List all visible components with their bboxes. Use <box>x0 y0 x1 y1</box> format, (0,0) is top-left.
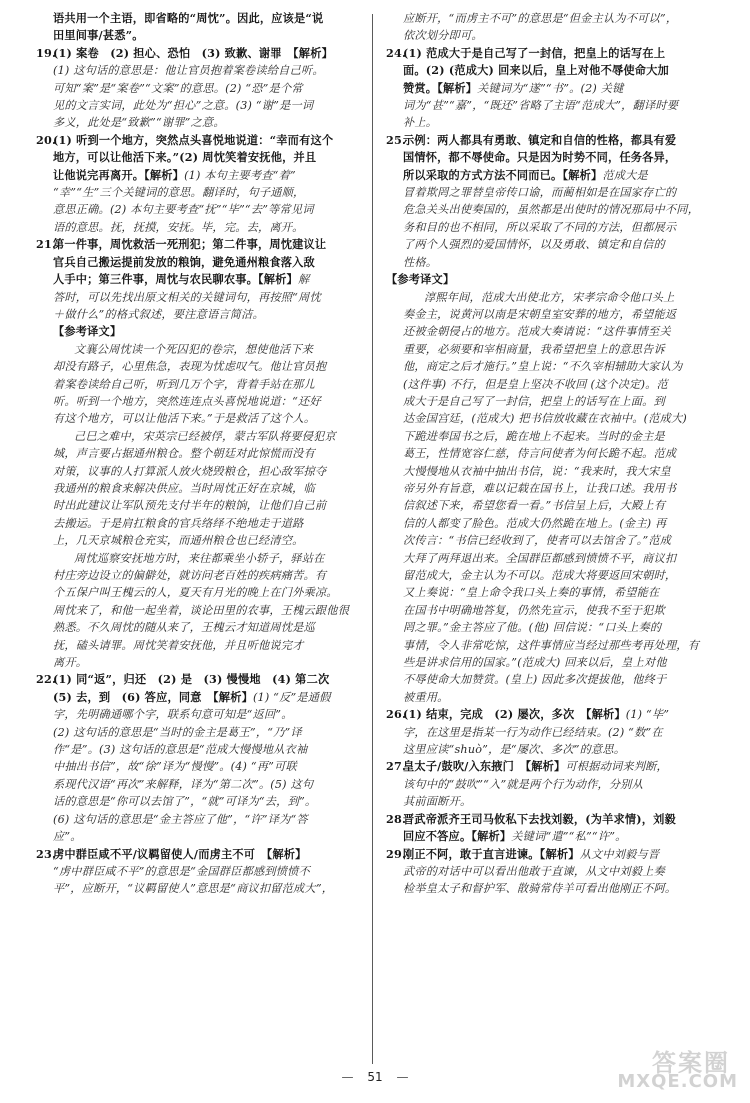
line-text: 听。听到一个地方，突然连连点头喜悦地说道：“还好 <box>53 394 321 408</box>
line-text: (1) 案卷 (2) 担心、恐怕 (3) 致歉、谢罪 <box>53 45 294 60</box>
line-text: 刚正不阿，敢于直言进谏。 <box>403 846 540 861</box>
explanation-line <box>36 97 358 114</box>
translation-line <box>386 515 716 532</box>
line-text: 个五保户叫王槐云的人，夏天有月光的晚上在门外乘凉。 <box>53 586 338 600</box>
answer-line <box>36 254 358 271</box>
answer-line <box>386 45 716 62</box>
explanation-line <box>36 828 358 845</box>
line-text: 多义，此处是“致歉”“谢罪”之意。 <box>53 116 225 130</box>
question-number: 24. <box>386 45 407 60</box>
explanation-line <box>36 776 358 793</box>
translation-line <box>386 671 716 688</box>
explanation-line <box>36 306 358 323</box>
watermark-logo <box>588 1043 738 1093</box>
line-text: 又上奏说：“皇上命令我口头上奏的事情，希望能在 <box>403 586 660 600</box>
page-number: 51 <box>367 1070 383 1084</box>
line-text: 回应不答应。 <box>403 829 472 844</box>
line-text: 达金国宫廷，(范成大) 把书信放收藏在衣袖中。(范成大) <box>403 412 687 426</box>
line-text: (1) 范成大于是自己写了一封信，把皇上的话写在上 <box>403 45 666 60</box>
answer-line <box>386 62 716 79</box>
line-text: “虏中群臣咸不平”的意思是“金国群臣都感到愤愤不 <box>53 864 310 878</box>
answer-line <box>386 811 716 828</box>
translation-line <box>386 550 716 567</box>
translation-line <box>386 445 716 462</box>
translation-line <box>36 567 358 584</box>
line-text: 赞赏。 <box>403 80 438 95</box>
line-text: 城，声言要占据通州粮仓。整个朝廷对此惊慌而没有 <box>53 447 315 461</box>
line-text: 性格。 <box>403 255 438 269</box>
explanation-line <box>386 776 716 793</box>
explanation-line <box>36 114 358 131</box>
analysis-tag: 【解析】 <box>471 829 512 844</box>
line-text: 字，在这里是指某一行为动作已经结束。(2) “数”在 <box>403 725 663 739</box>
translation-line <box>386 289 716 306</box>
answer-line <box>36 689 358 706</box>
line-text: 皇太子/鼓吹/入东掖门 <box>403 759 526 774</box>
line-text: 语共用一个主语，即省略的“周忱”。因此，应该是“说 <box>53 11 324 25</box>
question-number: 25. <box>386 132 407 147</box>
line-text: 武帝的对话中可以看出他敢于直谏，从文中刘毅上奏 <box>403 864 665 878</box>
line-text: 平”，应断开，“议羁留使人”意思是“商议扣留范成大”， <box>53 882 334 896</box>
line-text: 信叙述下来，希望您看一看。”书信呈上后，大殿上有 <box>403 499 666 513</box>
translation-line <box>386 306 716 323</box>
explanation-line <box>386 880 716 897</box>
explanation-line <box>36 80 358 97</box>
analysis-text: (1) 本句主要考查“着” <box>184 168 296 182</box>
line-text: 应断开，“而虏主不可”的意思是“但金主认为不可以”， <box>403 12 678 25</box>
line-text: 时出此建议让军队预先支付半年的粮饷，让他们自己前 <box>53 499 327 513</box>
explanation-line <box>386 793 716 810</box>
answer-line <box>386 80 716 97</box>
line-text: 去搬运。于是肩扛粮食的官兵络绎不绝地走于道路 <box>53 516 304 530</box>
analysis-tag: 【解析】 <box>539 846 580 861</box>
line-text: “幸”“生”三个关键词的意思。翻译时，句子通顺， <box>53 186 305 200</box>
line-text: 第一件事，周忱救活一死刑犯；第二件事，周忱建议让 <box>53 237 327 252</box>
line-text: (1) 听到一个地方，突然点头喜悦地说道：“幸而有这个 <box>53 132 334 147</box>
line-text: 晋武帝派齐王司马攸私下去找刘毅，(为羊求情)，刘毅 <box>403 811 676 826</box>
line-text: 大慢慢地从衣袖中抽出书信，说：“我来时，我大宋皇 <box>403 464 671 478</box>
explanation-line <box>36 811 358 828</box>
translation-line <box>36 584 358 601</box>
right-column <box>386 10 716 898</box>
question-number: 27. <box>386 759 407 774</box>
left-column <box>36 10 358 898</box>
line-text: 语的意思。抚，抚摸，安抚。毕，完。去，离开。 <box>53 220 304 234</box>
analysis-tag: 【解析】 <box>257 272 298 287</box>
line-text: (6) 这句话的意思是“金主答应了他”，“许”译为“答 <box>53 812 308 826</box>
explanation-line <box>36 863 358 880</box>
analysis-tag: 【解析】 <box>525 759 566 774</box>
line-text: 熟悉。不久周忱的随从来了，王槐云才知道周忱是巡 <box>53 621 315 635</box>
analysis-text: 关键词“遣”“私”“许”。 <box>511 830 627 844</box>
line-text: 些是讲求信用的国家。”(范成大) 回来以后，皇上对他 <box>403 656 667 670</box>
line-text: 意思正确。(2) 本句主要考查“抚”“毕”“去”等常见词 <box>53 203 314 217</box>
explanation-line <box>386 741 716 758</box>
translation-line <box>386 532 716 549</box>
answer-line <box>36 271 358 288</box>
translation-line <box>36 445 358 462</box>
analysis-tag: 【解析】 <box>266 846 307 861</box>
line-text: 地方，可以让他活下来。”(2) 周忱笑着安抚他，并且 <box>53 150 317 165</box>
answer-line <box>36 846 358 863</box>
explanation-line <box>36 62 358 79</box>
answer-line <box>386 828 716 845</box>
line-text: 依次划分即可。 <box>403 29 483 43</box>
line-text: (1) 结束，完成 (2) 屡次，多次 <box>403 707 586 722</box>
analysis-text: 解 <box>297 273 310 287</box>
answer-line <box>36 671 358 688</box>
line-text: 抚，磕头请罪。周忱笑着安抚他，并且听他说完才 <box>53 638 304 652</box>
answer-line <box>36 236 358 253</box>
explanation-line <box>386 201 716 218</box>
line-text: 大拜了两拜退出来。全国群臣都感到愤愤不平，商议扣 <box>403 551 677 565</box>
translation-line <box>36 463 358 480</box>
line-text: 冒着欺罔之罪替皇帝传口谕，而蔺相如是在国家存亡的 <box>403 186 677 200</box>
watermark-text-bottom: MXQE.COM <box>617 1071 738 1092</box>
translation-line <box>36 637 358 654</box>
line-text: 在国书中明确地答复，仍然先宣示，使我不至于犯欺 <box>403 603 665 617</box>
line-text: 面。(2) (范成大) 回来以后，皇上对他不辱使命大加 <box>403 63 669 78</box>
line-text: 着案卷读给自己听，听到几万个字，背着手站在那儿 <box>53 377 315 391</box>
line-text: 示例：两人都具有勇敢、镇定和自信的性格，都具有爱 <box>403 132 677 147</box>
translation-line <box>36 393 358 410</box>
line-text: 信的人都变了脸色。范成大仍然跪在地上。(金主) 再 <box>403 516 667 530</box>
explanation-line <box>36 184 358 201</box>
line-text: 己巳之难中，宋英宗已经被俘，蒙古军队将要侵犯京 <box>74 429 336 443</box>
footer-dash-left: — <box>341 1070 354 1084</box>
explanation-line <box>386 724 716 741</box>
analysis-text: 可根据动词来判断， <box>565 760 668 774</box>
line-text: 田里间事/甚悉”。 <box>53 28 144 43</box>
line-text: 上，几天京城粮仓充实，而通州粮仓也已经清空。 <box>53 534 304 548</box>
line-text: 作“是”。(3) 这句话的意思是“范成大慢慢地从衣袖 <box>53 743 308 757</box>
translation-line <box>386 497 716 514</box>
line-text: 留范成大，金主认为不可以。范成大将要返回宋朝时， <box>403 569 677 582</box>
translation-line <box>36 532 358 549</box>
translation-line <box>386 602 716 619</box>
line-text: 让他说完再离开。 <box>53 167 145 182</box>
answer-line <box>36 132 358 149</box>
translation-line <box>386 619 716 636</box>
answer-line <box>386 846 716 863</box>
answer-line <box>36 45 358 62</box>
line-text: 话的意思是“你可以去馆了”，“就”可译为“去，到”。 <box>53 795 317 809</box>
explanation-line <box>36 706 358 723</box>
question-number: 26. <box>386 707 407 722</box>
line-text: 重要，必须要和宰相商量，我希望把皇上的意思告诉 <box>403 342 665 356</box>
line-text: 该句中的“鼓吹”“入”就是两个行为动作，分别从 <box>403 777 644 791</box>
analysis-text: 从文中刘毅与晋 <box>579 847 660 861</box>
line-text: 被重用。 <box>403 690 449 704</box>
line-text: 了两个人强烈的爱国情怀，以及勇敢、镇定和自信的 <box>403 238 665 252</box>
line-text: 中抽出书信”，故“徐”译为“慢慢”。(4) “再”可联 <box>53 760 297 774</box>
line-text: 【参考译文】 <box>386 272 455 287</box>
translation-line <box>36 619 358 636</box>
line-text: 文襄公周忱读一个死囚犯的卷宗，想使他活下来 <box>74 342 314 356</box>
line-text: 周忱巡察安抚地方时，来往都乘坐小轿子，驿站在 <box>74 551 325 565</box>
line-text: 奏金主，说黄河以南是宋朝皇室安葬的地方，希望能返 <box>403 307 677 321</box>
explanation-line <box>386 97 716 114</box>
line-text: 应”。 <box>53 830 82 844</box>
explanation-line <box>36 289 358 306</box>
explanation-line <box>386 863 716 880</box>
question-number: 29. <box>386 846 407 861</box>
translation-line <box>386 480 716 497</box>
answer-line <box>36 10 358 27</box>
translation-line <box>386 689 716 706</box>
analysis-text: 关键词为“遂”“书”。(2) 关键 <box>477 81 624 95</box>
footer-dash-right: — <box>396 1070 409 1084</box>
line-text: 补上。 <box>403 116 438 130</box>
translation-line <box>386 654 716 671</box>
section-heading <box>386 271 716 288</box>
translation-line <box>386 393 716 410</box>
translation-line <box>386 358 716 375</box>
translation-line <box>386 410 716 427</box>
question-number: 28. <box>386 811 407 826</box>
answer-line <box>36 27 358 44</box>
explanation-line <box>36 201 358 218</box>
line-text: 成大于是自己写了一封信，把皇上的话写在上面。到 <box>403 394 665 408</box>
question-number: 19. <box>36 45 57 60</box>
answer-line <box>386 758 716 775</box>
answer-line <box>36 167 358 184</box>
translation-line <box>386 428 716 445</box>
line-text: 村庄旁边设立的偏僻处，就访问老百姓的疾病痛苦。有 <box>53 569 327 582</box>
analysis-tag: 【解析】 <box>213 689 253 704</box>
translation-line <box>386 341 716 358</box>
analysis-tag: 【解析】 <box>437 80 478 95</box>
explanation-line <box>386 184 716 201</box>
translation-line <box>386 376 716 393</box>
line-text: 虏中群臣咸不平/议羁留使人/而虏主不可 <box>53 846 267 861</box>
question-number: 21. <box>36 237 57 252</box>
translation-line <box>386 637 716 654</box>
line-text: (这件事) 不行，但是皇上坚决不收回 (这个决定)。范 <box>403 377 668 391</box>
translation-line <box>36 602 358 619</box>
line-text: 见的文言实词，此处为“担心”之意。(3) “谢”是一词 <box>53 99 314 113</box>
line-text: 周忱来了，和他一起坐着，谈论田里的农事，王槐云跟他很 <box>53 603 350 617</box>
translation-line <box>36 358 358 375</box>
line-text: 国情怀，都不辱使命。只是因为时势不同，任务各异， <box>403 150 677 165</box>
line-text: 次传言：“书信已经收到了，使者可以去馆舍了。”范成 <box>403 534 672 548</box>
explanation-line <box>386 254 716 271</box>
line-text: 罔之罪。”金主答应了他。(他) 回信说：“口头上奏的 <box>403 621 662 635</box>
line-text: 不辱使命大加赞赏。(皇上) 因此多次提拔他，他终于 <box>403 673 667 687</box>
line-text: 答时，可以先找出原文相关的关键词句，再按照“周忱 <box>53 290 321 304</box>
translation-line <box>36 654 358 671</box>
explanation-line <box>36 741 358 758</box>
line-text: 我通州的粮食来解决供应。当时周忱正好在京城，临 <box>53 481 315 495</box>
question-number: 20. <box>36 132 57 147</box>
explanation-line <box>36 793 358 810</box>
line-text: 务和目的也不相同，所以采取了不同的方法，但都展示 <box>403 220 677 234</box>
explanation-line <box>36 219 358 236</box>
line-text: 字，先明确通哪个字，联系句意可知是“返回”。 <box>53 708 293 722</box>
translation-line <box>36 515 358 532</box>
line-text: 葛王，性情宽容仁慈，侍言问使者为何长跪不起。范成 <box>403 447 677 461</box>
translation-line <box>36 376 358 393</box>
line-text: (1) 这句话的意思是：他让官员抱着案卷读给自己听。 <box>53 64 324 78</box>
line-text: 官兵自己搬运提前发放的粮饷，避免通州粮食落入敌 <box>53 254 315 269</box>
answer-line <box>386 132 716 149</box>
analysis-text: (1) “反”是通假 <box>252 690 331 704</box>
line-text: 【参考译文】 <box>53 324 122 339</box>
analysis-text: 范成大是 <box>602 168 648 182</box>
translation-line <box>36 480 358 497</box>
line-text: 词为“甚”“嘉”，“既还”省略了主语“范成大”，翻译时要 <box>403 99 679 113</box>
line-text: (2) 这句话的意思是“当时的金主是葛王”，“乃”译 <box>53 725 302 739</box>
translation-line <box>386 567 716 584</box>
answer-line <box>386 706 716 723</box>
explanation-line <box>386 27 716 44</box>
line-text: 其前面断开。 <box>403 795 472 809</box>
analysis-tag: 【解析】 <box>562 167 603 182</box>
question-number: 22. <box>36 672 57 687</box>
line-text: 帝另外有旨意，难以记载在国书上，让我口述。我用书 <box>403 481 677 495</box>
analysis-tag: 【解析】 <box>293 45 333 60</box>
line-text: 对策，议事的人打算派人放火烧毁粮仓，担心敌军掠夺 <box>53 464 327 478</box>
answer-line <box>386 149 716 166</box>
analysis-tag: 【解析】 <box>585 707 626 722</box>
line-text: 事情，令人非常吃惊，这件事情应当经过那些考再处理，有 <box>403 638 700 652</box>
line-text: ＋做什么”的格式叙述，要注意语言简洁。 <box>53 307 264 321</box>
line-text: 危急关头出使奏国的，虽然都是出使时的情况那局中不同， <box>403 203 700 217</box>
translation-line <box>36 428 358 445</box>
translation-line <box>386 323 716 340</box>
translation-line <box>36 341 358 358</box>
line-text: 这里应读“shuò”，是“屡次、多次”的意思。 <box>403 743 626 757</box>
analysis-text: (1) “毕” <box>625 708 670 722</box>
explanation-line <box>36 724 358 741</box>
answer-line <box>36 149 358 166</box>
line-text: (5) 去，到 (6) 答应，同意 <box>53 689 214 704</box>
line-text: 离开。 <box>53 656 88 670</box>
explanation-line <box>36 758 358 775</box>
translation-line <box>36 550 358 567</box>
question-number: 23. <box>36 846 57 861</box>
line-text: 却没有路子，心里焦急，表现为忧虑叹气。他让官员抱 <box>53 360 327 374</box>
line-text: 系现代汉语“再次”来解释，译为“第二次”。(5) 这句 <box>53 777 314 791</box>
translation-line <box>386 584 716 601</box>
column-divider <box>372 14 373 1064</box>
explanation-line <box>36 880 358 897</box>
line-text: 有这个地方，可以让他活下来。”于是救活了这个人。 <box>53 412 316 426</box>
line-text: 人手中；第三件事，周忱与农民聊农事。 <box>53 272 258 287</box>
answer-line <box>386 167 716 184</box>
explanation-line <box>386 114 716 131</box>
explanation-line <box>386 236 716 253</box>
explanation-line <box>386 10 716 27</box>
line-text: 淳熙年间，范成大出使北方，宋孝宗命令他口头上 <box>424 290 675 304</box>
line-text: (1) 同“返”，归还 (2) 是 (3) 慢慢地 (4) 第二次 <box>53 672 330 687</box>
line-text: 检举皇太子和督护军、散骑常侍羊可看出他刚正不阿。 <box>403 882 677 896</box>
line-text: 可知“案”是“案卷”“文案”的意思。(2) “恐”是个常 <box>53 81 303 95</box>
analysis-tag: 【解析】 <box>144 167 185 182</box>
translation-line <box>36 497 358 514</box>
watermark-text-top: 答案圈 <box>652 1049 730 1077</box>
explanation-line <box>386 219 716 236</box>
section-heading <box>36 323 358 340</box>
line-text: 所以采取的方式方法不同而已。 <box>403 167 563 182</box>
translation-line <box>36 410 358 427</box>
translation-line <box>386 463 716 480</box>
line-text: 他，商定之后才施行。”皇上说：“不久宰相辅助大家认为 <box>403 360 683 374</box>
line-text: 下跪进奉国书之后，跪在地上不起来。当时的金主是 <box>403 429 665 443</box>
line-text: 还被金朝侵占的地方。范成大奏请说：“这件事情至关 <box>403 325 671 339</box>
